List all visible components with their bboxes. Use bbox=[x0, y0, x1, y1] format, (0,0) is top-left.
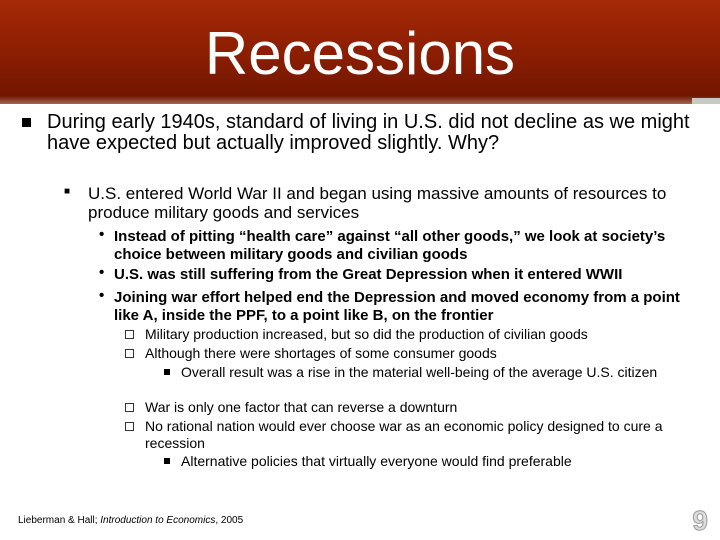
level4-item: Although there were shortages of some consumer goods bbox=[145, 345, 497, 361]
level3-item: U.S. was still suffering from the Great Depression when it entered WWII bbox=[114, 266, 623, 283]
level5-item: Alternative policies that virtually everyone would find preferable bbox=[181, 453, 572, 469]
sub-point: U.S. entered World War II and began using massive amounts of resources to produce military goods and services bbox=[88, 184, 667, 222]
bullet-small-square-icon bbox=[164, 458, 170, 464]
bullet-checkbox-icon bbox=[125, 349, 134, 358]
bullet-small-square-icon: ■ bbox=[64, 186, 71, 197]
page-number: 9 bbox=[692, 505, 708, 536]
bullet-small-square-icon bbox=[164, 369, 170, 375]
bullet-square-icon bbox=[22, 118, 31, 127]
level3-item: Joining war effort helped end the Depression and moved economy from a point like A, inside the PPF, to a point like B, on the frontier bbox=[114, 289, 680, 324]
footer-citation bbox=[18, 515, 243, 526]
footer-year: , 2005 bbox=[215, 515, 244, 526]
level3-item: Instead of pitting “health care” against “all other goods,” we look at society’s choice between military goods and civilian goods bbox=[114, 228, 666, 263]
bullet-checkbox-icon bbox=[125, 422, 134, 431]
level5-item: Overall result was a rise in the material well-being of the average U.S. citizen bbox=[181, 364, 658, 380]
bullet-dot-icon: • bbox=[99, 226, 105, 243]
footer-book-title: Introduction to Economics bbox=[100, 515, 216, 526]
level4-item: Military production increased, but so did the production of civilian goods bbox=[145, 326, 588, 342]
bullet-checkbox-icon bbox=[125, 403, 134, 412]
title-accent bbox=[692, 98, 720, 104]
bullet-dot-icon: • bbox=[99, 264, 105, 281]
bullet-checkbox-icon bbox=[125, 330, 134, 339]
footer-authors: Lieberman & Hall; bbox=[18, 515, 101, 526]
level4-item: War is only one factor that can reverse a downturn bbox=[145, 399, 458, 415]
bullet-dot-icon: • bbox=[99, 287, 105, 304]
slide-title: Recessions bbox=[204, 20, 516, 87]
main-point: During early 1940s, standard of living in U.S. did not decline as we might have expected but actually improved slightly. Why? bbox=[47, 111, 690, 154]
level4-item: No rational nation would ever choose war as an economic policy designed to cure a recession bbox=[145, 418, 663, 451]
